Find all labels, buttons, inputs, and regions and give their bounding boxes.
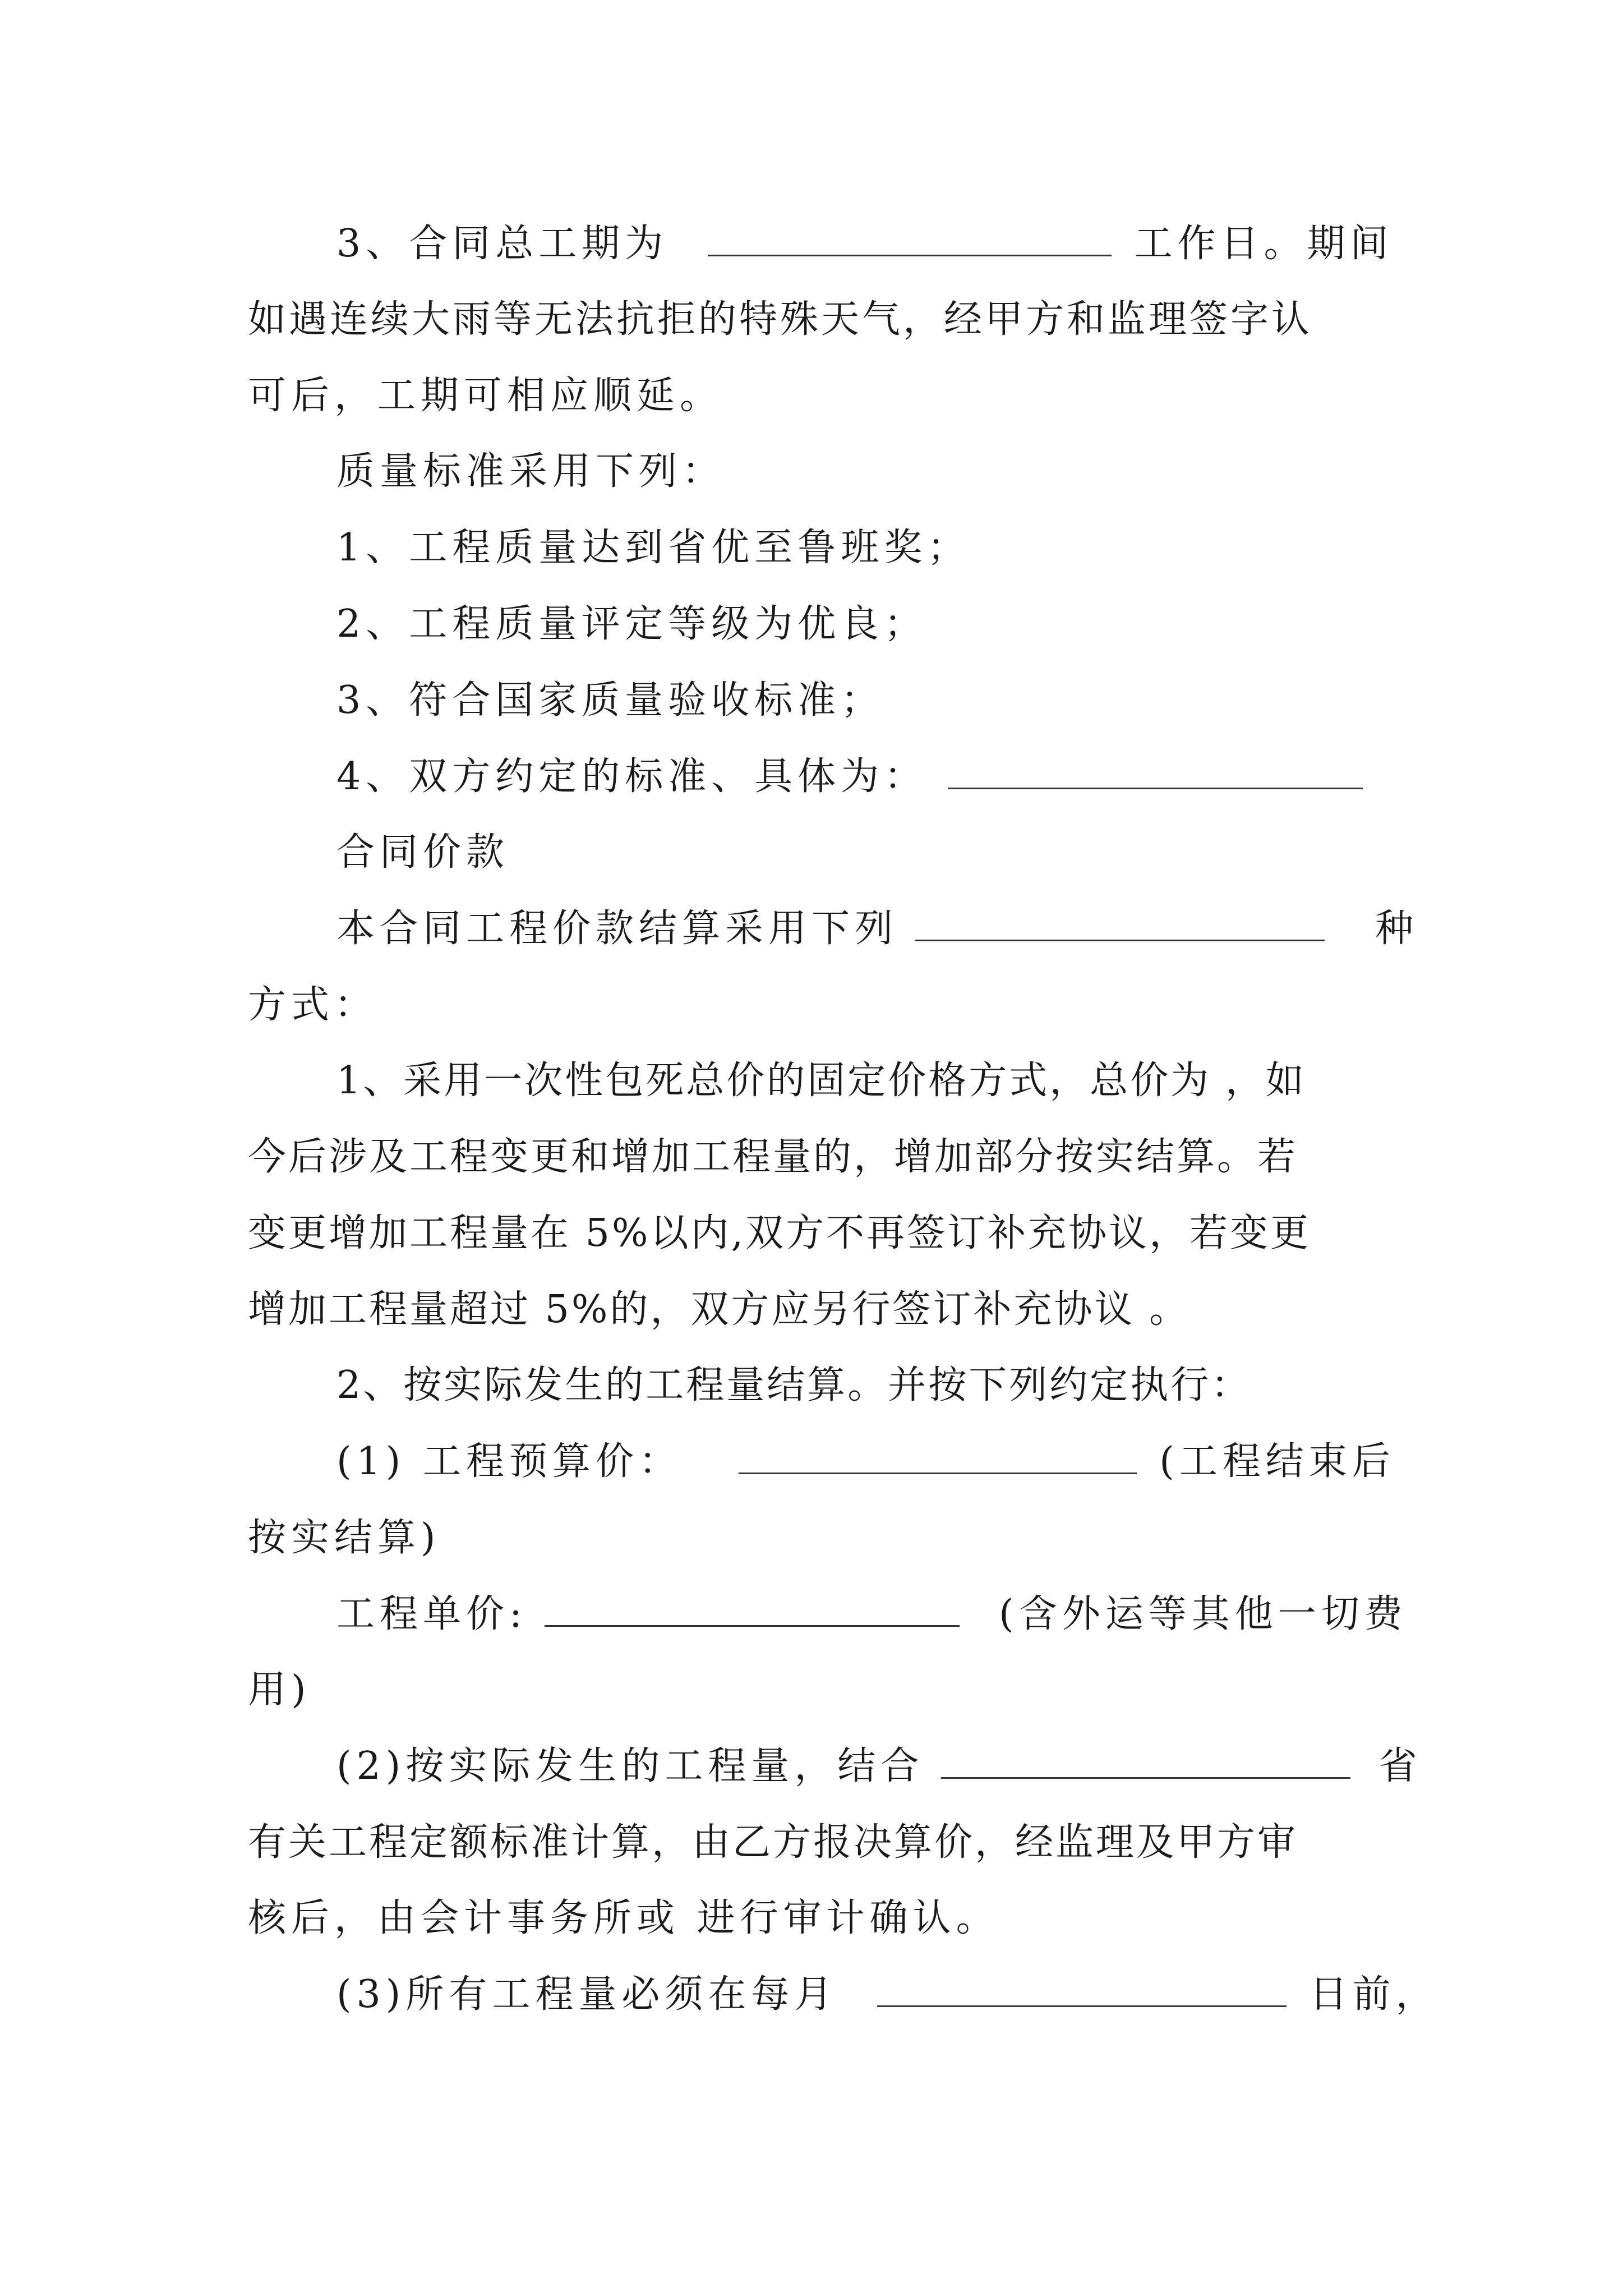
list-item [336, 509, 1386, 587]
paragraph-line [248, 966, 1386, 1045]
fill-in-blank-day[interactable] [877, 1966, 1287, 2007]
text-segment: 增加工程量超过 5%的，双方应另行签订补充协议 。 [248, 1287, 1190, 1332]
text-segment: 本合同工程价款结算采用下列 [336, 907, 898, 951]
text-segment: 按实结算) [248, 1516, 441, 1560]
paragraph-line [248, 1271, 1386, 1349]
section-heading [336, 432, 1386, 511]
text-segment: 如遇连续大雨等无法抗拒的特殊天气，经甲方和监理签字认 [248, 297, 1313, 342]
text-segment: (2)按实际发生的工程量，结合 [336, 1744, 924, 1788]
paragraph-line [248, 1499, 1386, 1577]
text-segment: 合同价款 [336, 830, 510, 875]
text-segment: (工程结束后 [1159, 1439, 1395, 1484]
paragraph-line [248, 1651, 1386, 1729]
text-segment: 1、采用一次性包死总价的固定价格方式，总价为 ，如 [336, 1059, 1306, 1103]
paragraph-line [248, 1879, 1386, 1958]
paragraph-line [336, 890, 1419, 968]
text-segment: 种 [1375, 907, 1419, 951]
text-segment: 1、工程质量达到省优至鲁班奖； [336, 526, 971, 570]
paragraph-line [248, 1803, 1386, 1882]
text-segment: 有关工程定额标准计算，由乙方报决算价，经监理及甲方审 [248, 1820, 1298, 1865]
list-item [336, 1955, 1439, 2034]
fill-in-blank-duration[interactable] [708, 215, 1112, 256]
paragraph-line [248, 1194, 1386, 1273]
list-item [336, 661, 1386, 740]
paragraph-line [336, 205, 1394, 283]
text-segment: 4、双方约定的标准、具体为： [336, 754, 928, 799]
text-segment: 方式： [248, 983, 378, 1027]
fill-in-blank-standard[interactable] [948, 748, 1363, 789]
paragraph-line [248, 280, 1386, 359]
list-item [336, 1346, 1386, 1425]
section-heading [336, 813, 1386, 892]
paragraph-line [248, 1118, 1386, 1197]
text-segment: (1) 工程预算价： [336, 1439, 682, 1484]
paragraph-line [336, 1042, 1386, 1120]
text-segment: 用) [248, 1668, 311, 1712]
text-segment: (3)所有工程量必须在每月 [336, 1972, 838, 2017]
text-segment: 工程单价: [336, 1592, 527, 1636]
fill-in-blank-province[interactable] [941, 1738, 1350, 1779]
text-segment: 2、工程质量评定等级为优良； [336, 602, 928, 646]
text-segment: 工作日。期间 [1134, 222, 1394, 266]
text-segment: 今后涉及工程变更和增加工程量的，增加部分按实结算。若 [248, 1135, 1298, 1179]
text-segment: 3、符合国家质量验收标准； [336, 678, 884, 723]
paragraph-line [248, 357, 1386, 435]
text-segment: (含外运等其他一切费 [999, 1592, 1408, 1636]
list-item [336, 1423, 1395, 1501]
list-item [336, 1727, 1422, 1806]
text-segment: 可后，工期可相应顺延。 [248, 374, 723, 418]
fill-in-blank-budget-price[interactable] [739, 1433, 1137, 1474]
text-segment: 质量标准采用下列： [336, 449, 726, 494]
fill-in-blank-unit-price[interactable] [545, 1586, 960, 1627]
fill-in-blank-method[interactable] [915, 900, 1325, 941]
text-segment: 核后，由会计事务所或 进行审计确认。 [248, 1896, 999, 1940]
paragraph-line [336, 1575, 1408, 1654]
text-segment: 3、合同总工期为 [336, 222, 668, 266]
text-segment: 变更增加工程量在 5%以内,双方不再签订补充协议，若变更 [248, 1211, 1311, 1255]
list-item [336, 738, 1386, 816]
text-segment: 省 [1378, 1744, 1422, 1788]
text-segment: 2、按实际发生的工程量结算。并按下列约定执行： [336, 1363, 1252, 1407]
list-item [336, 585, 1386, 664]
text-segment: 日前， [1309, 1972, 1439, 2017]
